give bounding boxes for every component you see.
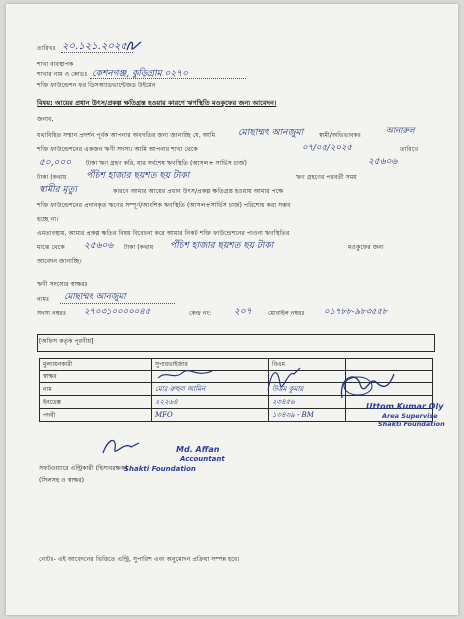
taka-words-handwritten: পঁচিশ হাজার ছয়শত ছয় টাকা [86, 171, 190, 181]
para2-line2a: মাঝে থেকে [37, 244, 65, 251]
approver-label: সফটওয়্যারে এন্ট্রিকারী (হিসাবরক্ষক) [39, 465, 128, 472]
approver-sub-label: (সিলসহ ও স্বাক্ষর) [39, 477, 85, 484]
body-line7: হচ্ছে না। [37, 216, 59, 223]
cell-index-2: ২৩৪৫৬ [269, 396, 346, 409]
supervisor-signature [264, 364, 304, 394]
mobile-handwritten: ০১৭৮৮-৯৮৩৫৫৮ [324, 307, 388, 317]
member-no-handwritten: ২৭০৩১০০০০০৪৫ [84, 307, 151, 317]
body-line2: শক্তি ফাউন্ডেশনের একজন ঋণী সদস্য। আমি আপনার শাখা থেকে [37, 146, 198, 153]
application-document [6, 4, 458, 615]
subject-line: বিষয়: আয়ের প্রধান উৎস/প্রকল্প ক্ষতিগ্রস্ত হওয়ার কারণে ঋণস্থিতি মওকুফের জন্য আবেদন। [37, 99, 277, 107]
member-no-label: সদস্য নম্বরঃ [37, 310, 67, 317]
center-label: কেন্দ্র নং: [189, 310, 212, 317]
para2-line2b: টাকা (কথায় [124, 244, 154, 251]
accountant-stamp-title: Accountant [180, 455, 225, 463]
date-scribble [126, 40, 142, 52]
branch-name-line [90, 78, 246, 79]
body-line3: টাকা ঋণ গ্রহণ করি, যার সর্বশেষ ঋণস্থিতি (আসল+ সার্ভিস চার্জ) [86, 160, 247, 167]
row-label-index: ইনডেক্স [40, 396, 152, 409]
date-handwritten: ২০.১২১.২০২৫ [62, 41, 127, 52]
date-line [61, 52, 133, 53]
accountant-signature [101, 435, 141, 457]
office-col-bm: বিএম [269, 359, 346, 371]
office-section-heading: [অফিস কর্তৃক পূরণীয়] [39, 338, 94, 345]
applicant-name-handwritten: মোছাম্মৎ আনজুমা [238, 128, 304, 138]
row-label-designation: পদবী [40, 409, 152, 422]
body-line2b: তারিখে [400, 146, 419, 153]
balance-handwritten: ২৫৬০৬ [368, 157, 398, 167]
cell-index-1: ২২২৬৪ [152, 396, 269, 409]
taka-words-label: টাকা (কথায় [37, 174, 67, 181]
office-col-evaluator: মুল্যায়নকারী [40, 359, 152, 371]
date-label: তারিখঃ [37, 45, 56, 52]
branch-name-handwritten: কেশনগঞ্জ, কুড়িগ্রাম ০২৭০ [92, 69, 188, 79]
cell-designation-2: ১৩৪৩৯ - BM [269, 409, 346, 422]
evaluator-signature [156, 368, 216, 382]
supervisor-stamp-name: Uttom Kumar Oly [366, 402, 444, 411]
para2-line3: আবেদন জানাচ্ছি। [37, 258, 82, 265]
bm-signature [336, 368, 396, 404]
reason-handwritten: স্বামীর মৃত্যু [39, 185, 77, 195]
salutation: জনাব, [37, 116, 54, 123]
accountant-stamp-name: Md. Affan [176, 445, 220, 454]
branch-manager-label: শাখা ব্যবস্থাপক [37, 61, 74, 68]
para2-line2c: মওকুফের জন্য [348, 244, 384, 251]
cell-name-1: মোঃ রুহুল আমিন [152, 383, 269, 396]
row-label-name: নাম [40, 383, 152, 396]
office-col-supervisor: সুপারভাইজার [152, 359, 269, 371]
loan-date-handwritten: ০৭/০৫/২০২৫ [302, 143, 352, 153]
org-line: শক্তি ফাউন্ডেশন ফর ডিসঅ্যাডভান্টেজড উইমেন [37, 82, 156, 89]
row-label-signature: স্বাক্ষর [40, 371, 152, 383]
waive-words-handwritten: পঁচিশ হাজার ছয়শত ছয় টাকা [170, 241, 274, 251]
cell-designation-1: MFO [152, 409, 269, 422]
accountant-stamp-org: Shakti Foundation [124, 465, 196, 473]
member-signature-label: ঋণী সদস্যের স্বাক্ষরঃ [37, 281, 88, 288]
para2-line1: এমতাবস্থায়, আমার প্রকল্প ক্ষতির বিষয় বিবেচনা করে আমার নিকট শক্তি ফাউন্ডেশনের পাওনা ঋণস্থিতির [37, 230, 290, 237]
footer-note: নোটঃ- এই আবেদনের ভিত্তিতে এন্ট্রি, সুপারিশ এবং অনুমোদন প্রক্রিয়া সম্পন্ন হবে। [39, 556, 240, 563]
guardian-handwritten: আনারুল [386, 126, 415, 135]
member-name-handwritten: মোছাম্মৎ আনজুমা [64, 292, 126, 302]
branch-name-label: শাখার নাম ও কোডঃ [37, 71, 88, 78]
body-line1: যথাবিহিত সম্মান প্রদর্শন পূর্বক আপনার অবগতির জন্য জানাচ্ছি যে, আমি [37, 132, 216, 139]
body-line6: শক্তি ফাউন্ডেশনের প্রদানকৃত ঋণের সম্পূর্ণ/আংশিক ঋণস্থিতি (আসল+সার্ভিস চার্জ) পরিশোধ করা সম্ভব [37, 202, 291, 209]
member-name-label: নামঃ [37, 296, 50, 303]
center-handwritten: ২০৭ [234, 307, 252, 317]
cell-name-2: উত্তম কুমার [269, 383, 346, 396]
loan-amount-handwritten: ৫০,০০০ [39, 158, 72, 168]
body-line5: কারণে আমার আয়ের প্রধান উৎস/প্রকল্প ক্ষতিগ্রস্ত হওয়ায় আমার পক্ষে [113, 188, 284, 195]
mobile-label: মোবাইল নম্বরঃ [268, 310, 305, 317]
office-heading-box [37, 334, 435, 352]
body-line4: ঋণ গ্রহণের পরবর্তী সময় [296, 174, 357, 181]
waive-amount-handwritten: ২৫৬০৬ [84, 241, 114, 251]
body-line1b: স্বামী/অভিভাবকঃ [319, 132, 362, 139]
member-name-line [60, 303, 175, 304]
supervisor-stamp-title: Area Supervise [382, 412, 438, 420]
supervisor-stamp-org: Shakti Foundation [378, 420, 445, 428]
